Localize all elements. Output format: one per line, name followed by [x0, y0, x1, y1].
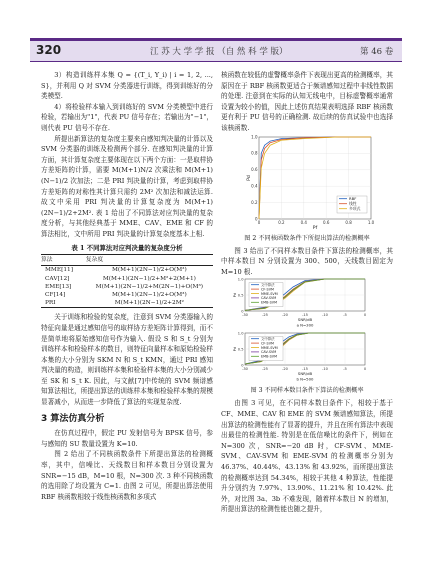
- legend-label: MME-SVM: [261, 292, 278, 297]
- x-axis-label: Pf: [312, 225, 318, 231]
- figure-2-chart: [221, 134, 393, 233]
- figure-3: [221, 277, 393, 385]
- x-tick-label: 0: [363, 313, 367, 318]
- x-tick-label: 1.0: [367, 219, 375, 225]
- x-tick-label: 0: [363, 367, 367, 372]
- y-tick-label: 0: [241, 363, 244, 368]
- x-axis-label: SNR/dB: [297, 317, 313, 323]
- x-tick-label: -30: [242, 367, 248, 372]
- table-cell-method: PRI: [41, 299, 86, 308]
- y-tick-label: 0.2: [251, 199, 258, 205]
- y-tick-label: 1.0: [237, 277, 244, 282]
- x-axis-label: SNR/dB: [297, 371, 313, 377]
- paragraph: 3）构造训练样本集 Q = {(T_i, Y_i) | i = 1, 2, ..., S}，并利用 Q 对 SVM 分类器进行训练，得到训练好的分类模型.: [41, 71, 213, 101]
- legend-label: CAV-SVM: [261, 296, 277, 301]
- legend-label: EMB-SVM: [261, 300, 278, 305]
- complexity-table: [41, 254, 213, 308]
- y-tick-label: 1.0: [251, 133, 258, 139]
- paragraph: 关于训练和检验的复杂度，注意到 SVM 分类器输入的特征向量是通过感知信号的取样协方差矩阵计算得到，而不是简单地将原始感知信号作为输入. 假设 S 和 S_t 分别为训练样本和检验样本的数目，则特征向量样本和原始检验样本集的大小分别为 SKM N 和 S_t KMN，通过 PRI 感知判决量的构造，则训练样本集和检验样本集的大小分别减少至 SK 和 S_t K. 因此，与文献[7]中传统的 SVM 频谱感知算法相比，所提出算法的训练样本集和检验样本集的规模显著减小，从而进一步降低了算法的实现复杂度.: [41, 313, 213, 407]
- legend-label: CF-SVM: [261, 287, 274, 292]
- legend-label: EMB-SVM: [261, 354, 278, 359]
- x-tick-label: 0.2: [278, 219, 285, 225]
- x-tick-label: -10: [322, 313, 328, 318]
- table-header: 算法: [41, 255, 86, 266]
- right-column: [221, 70, 393, 515]
- subplot-title: b N=500: [296, 376, 314, 382]
- paragraph: 在仿真过程中，假定 PU 发射信号为 BPSK 信号，参与感知的 SU 数量设置为 K=10.: [41, 429, 213, 448]
- legend-label: RBF: [349, 195, 357, 201]
- left-column: [41, 70, 213, 502]
- legend-label: CF-SVM: [261, 341, 274, 346]
- table-header: 复杂度: [86, 255, 213, 266]
- table-cell-method: CF[14]: [45, 291, 66, 298]
- x-tick-label: 0.8: [345, 219, 352, 225]
- figure-2: [221, 134, 393, 233]
- journal-title: 江 苏 大 学 学 报 （自 然 科 学 版）: [150, 47, 288, 57]
- x-tick-label: 0.4: [300, 219, 307, 225]
- paragraph: 所提出新算法的复杂度主要来自感知判决量的计算以及 SVM 分类器的训练及检测两个部分. 在感知判决量的计算方面，其计算复杂度主要体现在以下两个方面：一是取样协方差矩阵的计算，需要 M(M+1)N/2 次乘法和 M(M+1)(N−1)/2 次加法；二是 PRI 判决量的计算，考虑到取样协方差矩阵的对称性其计算只需约 2M² 次加法和减法运算. 故文中采用 PRI 判决量的计算复杂度为 M(M+1)(2N−1)/2+2M². 表 1 给出了不同算法对应判决量的复杂度分析，与其他经典基于 MME、CAV、EME 和 CF 的算法相比，文中所用 PRI 判决量的计算复杂度基本上相.: [41, 134, 213, 238]
- x-tick-label: -5: [343, 313, 347, 318]
- table-cell-method: CAV[12]: [45, 275, 70, 282]
- table-row: [41, 283, 213, 291]
- figure-2-caption: 图 2 不同核函数条件下所提出算法的检测概率: [244, 234, 370, 242]
- legend-label: CAV-SVM: [261, 350, 277, 355]
- figure-3-chart: [221, 277, 393, 385]
- paragraph: 图 2 给出了不同核函数条件下所提出算法的检测概率，其中，信噪比、天线数目和样本数目分别设置为 SNR=−15 dB，M=10 根，N=300 次. 3 种不同核函数的选用除了均设置为 C=1. 由图 2 可见，所提出算法使用 RBF 核函数相较于线性核函数和多项式: [41, 450, 213, 501]
- volume-label: 第 46 卷: [360, 47, 394, 57]
- x-tick-label: -15: [302, 367, 308, 372]
- x-tick-label: -20: [282, 313, 288, 318]
- header-rule-bottom: [30, 61, 402, 62]
- x-tick-label: -5: [343, 367, 347, 372]
- y-axis-label: Pd: [232, 292, 237, 298]
- table-cell-method: MME[11]: [45, 267, 74, 274]
- paragraph: 核函数在较低的虚警概率条件下表现出更高的检测概率，其原因在于 RBF 核函数更适合于频谱感知过程中非线性数据的处理. 注意到在实际的认知无线电中，目标虚警概率通常设置为较小的值，因此上述仿真结果表明选择 RBF 核函数更有利于 PU 信号的正确检测. 故后续的仿真试验中也选择该核函数.: [221, 71, 393, 132]
- paragraph: 4）将检验样本输入到训练好的 SVM 分类模型中进行检验，若输出为"1"，代表 PU 信号存在；若输出为"−1"，则代表 PU 信号不存在.: [41, 102, 213, 132]
- x-tick-label: 0: [257, 219, 261, 225]
- legend-label: 文中算法: [261, 337, 275, 342]
- legend-label: MME-SVM: [261, 346, 278, 351]
- x-tick-label: -25: [262, 313, 268, 318]
- section-heading: 3 算法仿真分析: [41, 413, 105, 424]
- subplot-title: a N=300: [296, 322, 314, 328]
- table-row: [41, 291, 213, 299]
- figure-3-caption: 图 3 不同样本数目条件下算法的检测概率: [250, 387, 364, 395]
- page-number: 320: [36, 43, 62, 57]
- y-tick-label: 0.8: [251, 150, 258, 156]
- table-row: [41, 266, 213, 275]
- table-cell-complexity: M(M+1)(2N−1)/2+2M²: [86, 299, 213, 308]
- y-tick-label: 0.5: [237, 347, 244, 352]
- y-axis-label: Pd: [247, 174, 252, 181]
- table-cell-method: EME[13]: [45, 283, 72, 290]
- y-tick-label: 0.4: [251, 183, 258, 189]
- y-tick-label: 1.0: [237, 331, 244, 336]
- y-tick-label: 0.6: [251, 166, 258, 172]
- y-tick-label: 0.5: [237, 293, 244, 298]
- x-tick-label: 0.6: [323, 219, 330, 225]
- paragraph: 图 3 给出了不同样本数目条件下算法的检测概率，其中样本数目 N 分别设置为 300、500，天线数目固定为 M=10 根.: [221, 246, 393, 276]
- x-tick-label: -30: [242, 313, 248, 318]
- table-row: [41, 299, 213, 308]
- table-cell-complexity: M(M+1)(2N−1)/2+O(M³): [111, 291, 187, 298]
- table-cell-complexity: M(M+1)(2N−1)/2+M(2N−1)+O(M³): [95, 283, 204, 290]
- legend-label: 文中算法: [261, 283, 275, 288]
- table-title: 表 1 不同算法对应判决量的复杂度分析: [71, 243, 183, 252]
- y-tick-label: 0: [254, 215, 258, 221]
- table-row: [41, 275, 213, 283]
- table-cell-complexity: M(M+1)(2N−1)/2+M²+2(M+1): [102, 275, 196, 282]
- x-tick-label: -15: [302, 313, 308, 318]
- table-cell-complexity: M(M+1)(2N−1)/2+O(M³): [111, 267, 187, 274]
- x-tick-label: -10: [322, 367, 328, 372]
- legend-label: 多项式: [349, 205, 361, 211]
- y-axis-label: Pd: [232, 346, 237, 352]
- x-tick-label: -20: [282, 367, 288, 372]
- x-tick-label: -25: [262, 367, 268, 372]
- paragraph: 由图 3 可见，在不同样本数目条件下，相较于基于 CF、MME、CAV 和 EME 的 SVM 频谱感知算法，所提出算法的检测性能有了显著的提升，并且在所有算法中表现出最佳的检测性能. 特别是在低信噪比的条件下，例如在 N=300 次，SNR=−20 dB 时，CF-SVM、MME-SVM、CAV-SVM 和 EME-SVM 的检测概率分别为 46.37%、40.44%、43.13% 和 43.92%，而所提出算法的检测概率达到 54.34%，相较于其他 4 种算法，性能提升分别约为 7.97%、13.90%、11.21% 和 10.42%. 此外，对比图 3a、3b 不难发现，随着样本数目 N 的增加，所提出算法的检测性能也随之提升，: [221, 399, 393, 514]
- legend-label: 线性: [349, 200, 357, 206]
- y-tick-label: 0: [241, 309, 244, 314]
